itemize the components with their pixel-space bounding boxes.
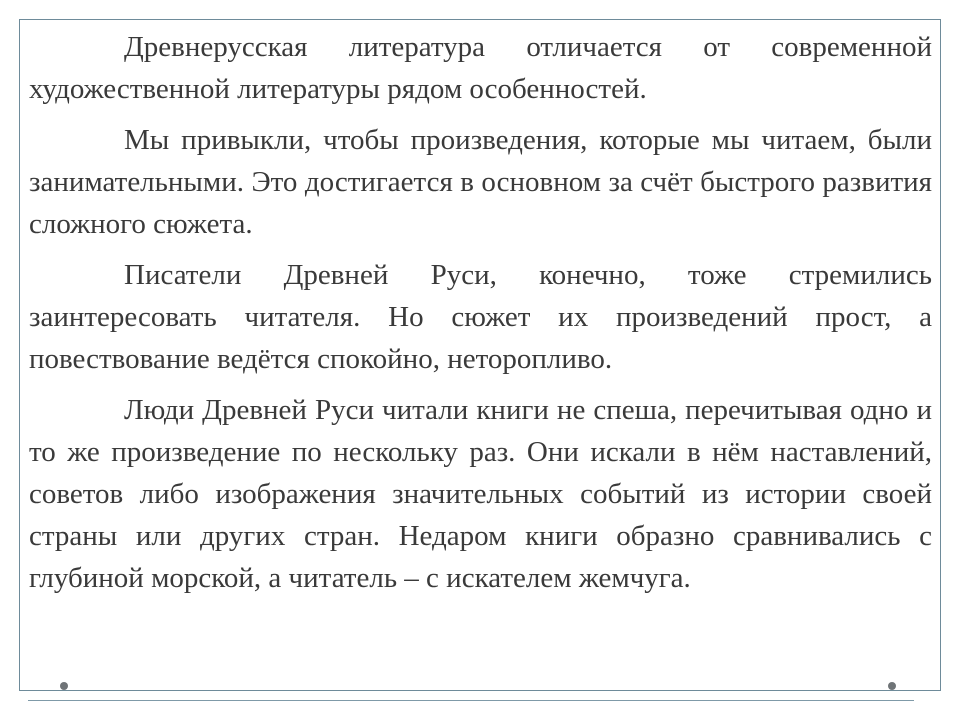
bottom-divider <box>28 700 914 701</box>
right-dot-icon <box>888 682 896 690</box>
paragraph-4: Люди Древней Руси читали книги не спеша, перечитывая одно и то же произведение по нескольку раз. Они искали в нём наставлений, советов либо изображения значительных событий из истории своей страны или других стран. Недаром книги образно сравнивались с глубиной морской, а читатель – с искателем жемчуга. <box>29 394 932 594</box>
paragraph-2: Мы привыкли, чтобы произведения, которые мы читаем, были занимательными. Это достигается в основном за счёт быстрого развития сложного сюжета. <box>29 124 932 240</box>
left-dot-icon <box>60 682 68 690</box>
text-block <box>29 26 932 608</box>
paragraph-3: Писатели Древней Руси, конечно, тоже стремились заинтересовать читателя. Но сюжет их произведений прост, а повествование ведётся спокойно, неторопливо. <box>29 259 932 375</box>
paragraph-1: Древнерусская литература отличается от современной художественной литературы рядом особенностей. <box>29 31 932 105</box>
